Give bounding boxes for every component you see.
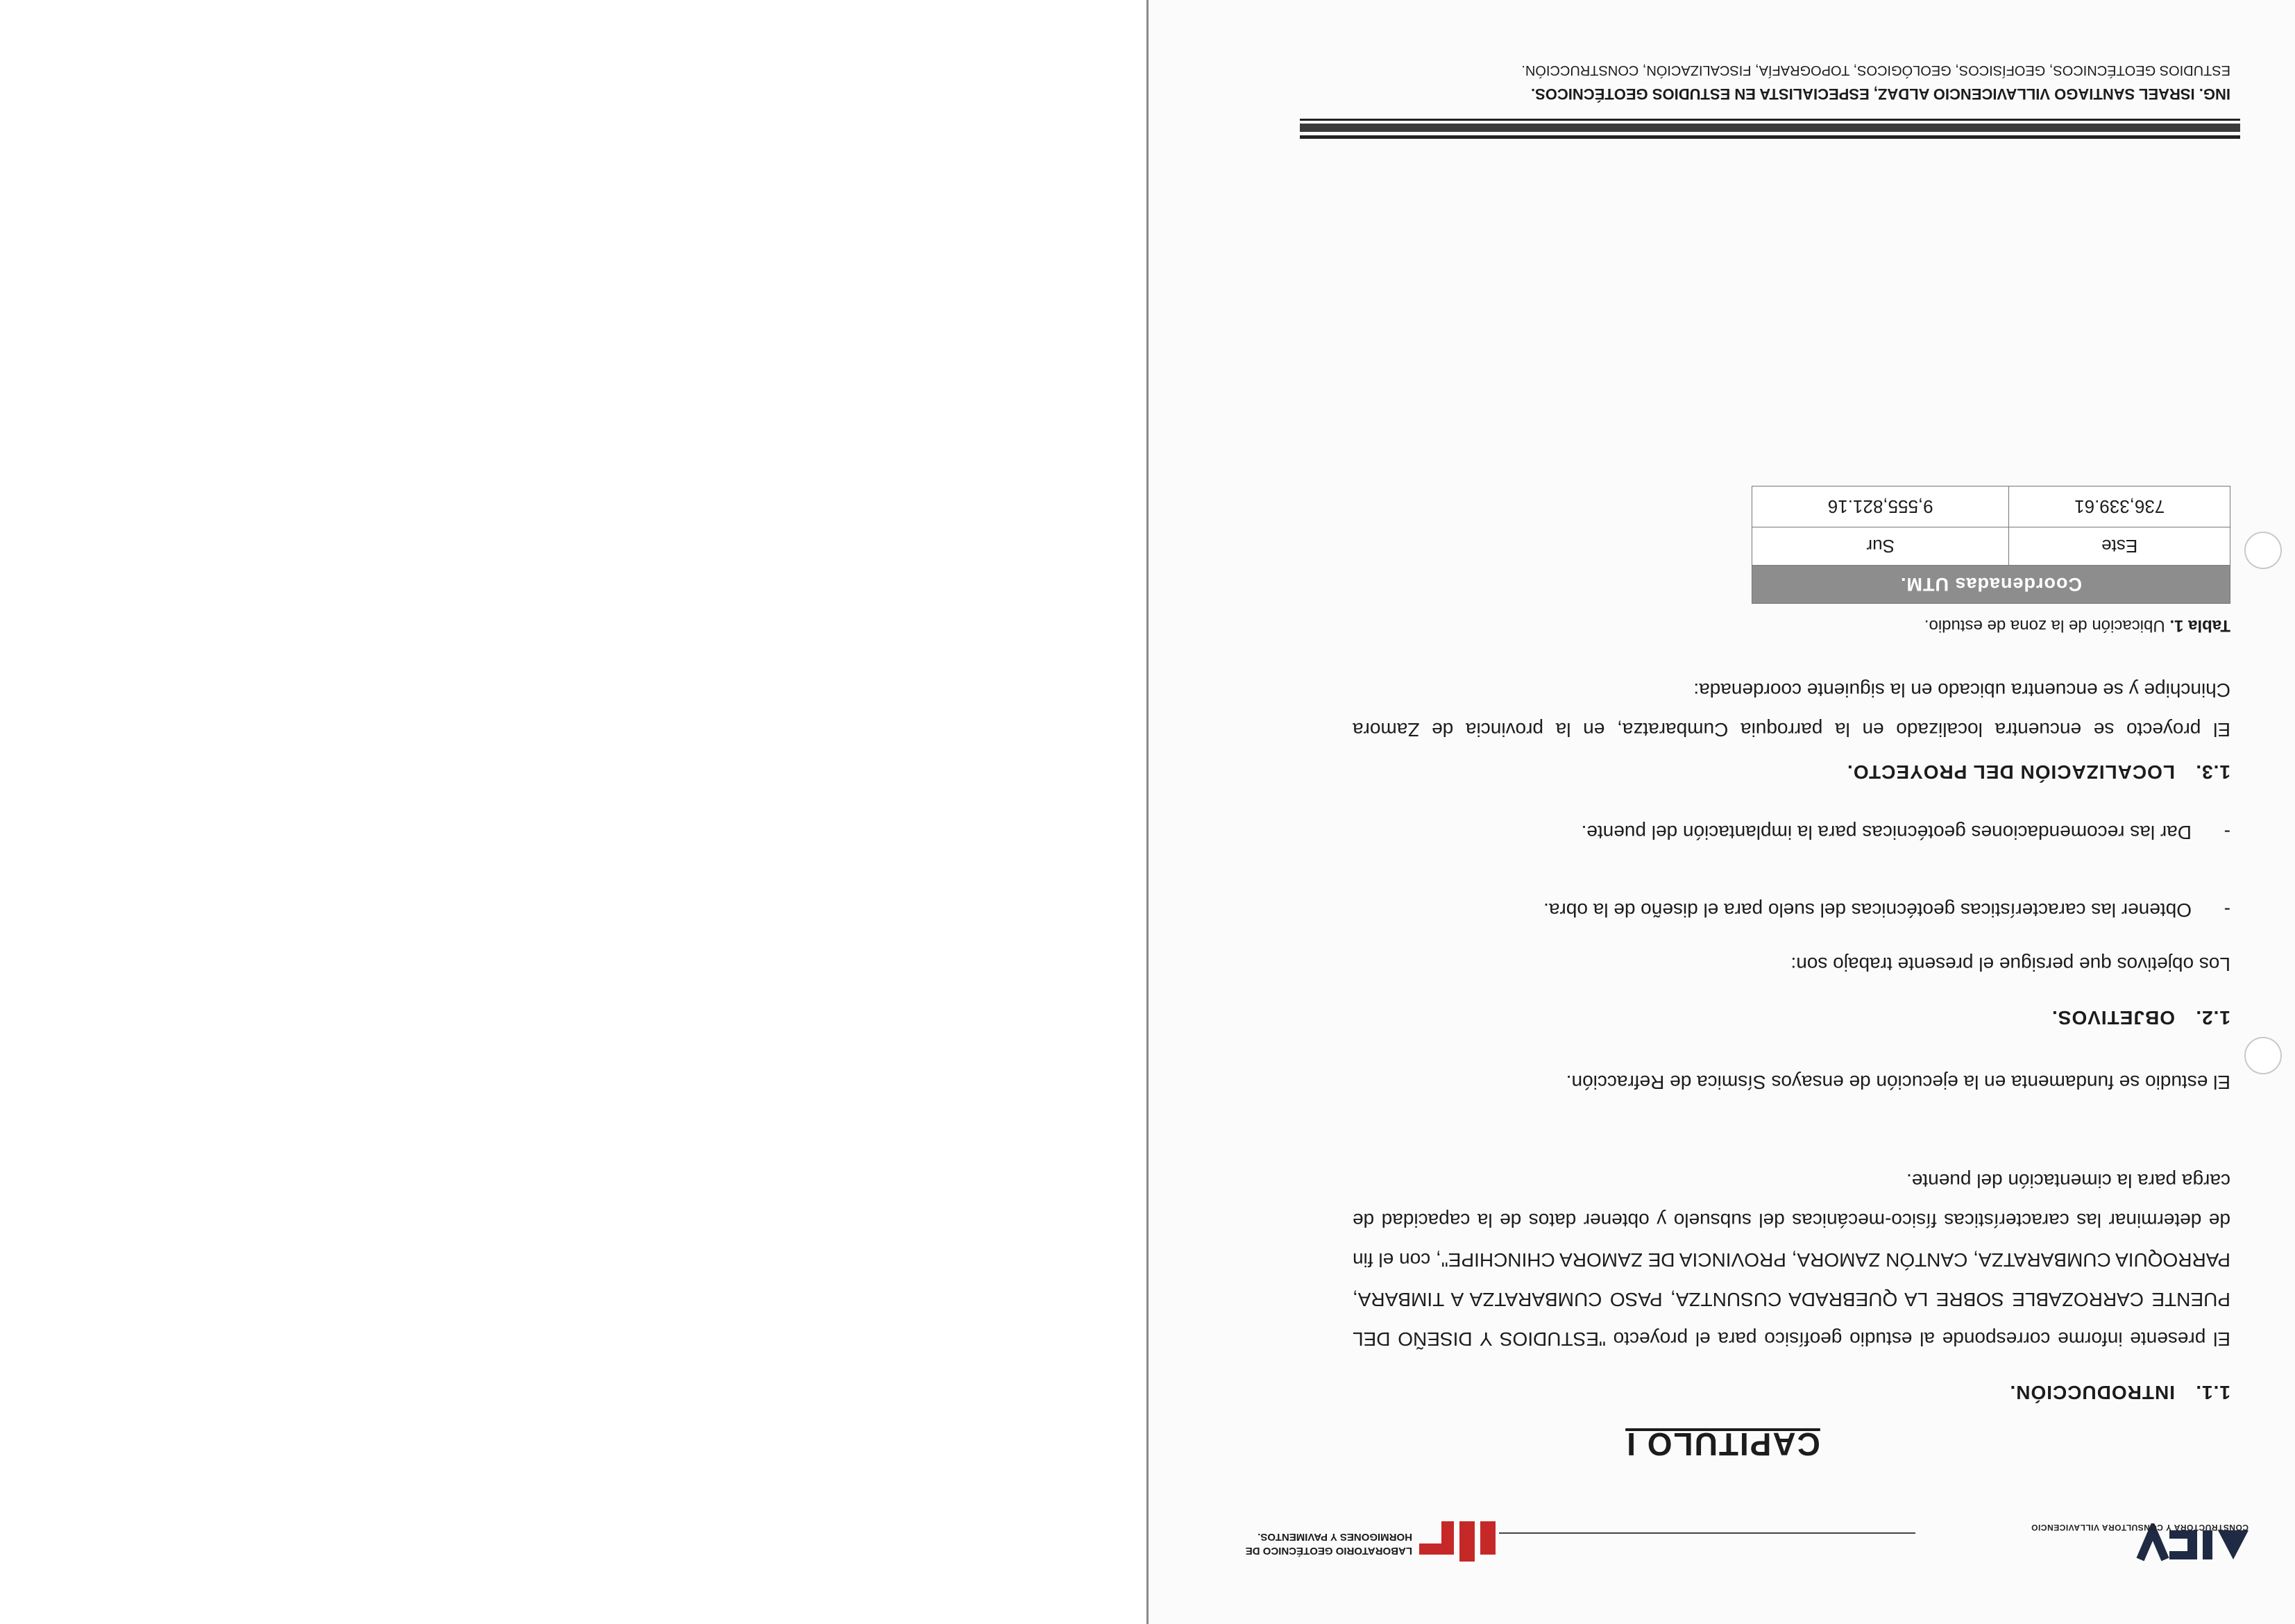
lab-text-line-2: HORMIGONES Y PAVIMENTOS.	[1257, 1531, 1412, 1543]
section-number: 1.1.	[2195, 1382, 2230, 1403]
objective-bullet-1	[1353, 890, 2230, 930]
blank-left-area	[0, 0, 1146, 1624]
table-caption-text: Ubicación de la zona de estudio.	[1924, 616, 2170, 635]
section-title: LOCALIZACIÓN DEL PROYECTO.	[1847, 761, 2175, 783]
section-heading-location	[1847, 761, 2230, 783]
table-caption	[1924, 616, 2230, 635]
bullet-dash: -	[2224, 822, 2230, 843]
punch-hole	[2244, 532, 2282, 569]
table-cell-sur: 9,555,821.16	[1752, 487, 2009, 527]
footer-rule	[1300, 124, 2240, 132]
header-rule	[1499, 1532, 1915, 1534]
table-col-header-este: Este	[2009, 527, 2230, 566]
introduction-paragraph: El presente informe corresponde al estudio geofísico para el proyecto "ESTUDIOS Y DISEÑO DEL PUENTE CARROZABLE SOBRE LA QUEBRADA CUSUNTZA, PASO CUMBARATZA A TIMBARA, PARROQUIA CUMBARATZA, CANTÓN ZAMORA, PROVINCIA DE ZAMORA CHINCHIPE", con el fin de determinar las características físico-mecánicas del subsuelo y obtener datos de la capacidad de carga para la cimentación del puente.	[1353, 1170, 2230, 1350]
table-caption-label: Tabla 1.	[2169, 616, 2230, 635]
bullet-dash: -	[2224, 899, 2230, 921]
utm-coordinates-table	[1752, 486, 2230, 604]
footer-rule	[1300, 135, 2240, 139]
section-title: OBJETIVOS.	[2051, 1007, 2175, 1029]
bullet-text: Obtener las características geotécnicas del suelo para el diseño de la obra.	[1543, 899, 2192, 921]
footer-author: ING. ISRAEL SANTIAGO VILLAVICENCIO ALDAZ, ESPECIALISTA EN ESTUDIOS GEOTÉCNICOS.	[1530, 85, 2230, 103]
lab-text-line-1: LABORATORIO GEOTÉCNICO DE	[1245, 1545, 1412, 1557]
punch-hole	[2244, 1037, 2282, 1074]
page-content-rotated	[1149, 0, 2295, 1624]
bullet-text: Dar las recomendaciones geotécnicas para la implantación del puente.	[1581, 822, 2192, 843]
chapter-title: CAPITULO I	[1625, 1426, 1820, 1462]
objective-bullet-2	[1353, 813, 2230, 852]
objectives-intro: Los objetivos que persigue el presente trabajo son:	[1790, 954, 2230, 975]
section-number: 1.3.	[2195, 761, 2230, 783]
section-number: 1.2.	[2195, 1007, 2230, 1029]
footer-rule	[1300, 119, 2240, 121]
section-heading-objectives	[2051, 1006, 2230, 1029]
table-col-header-sur: Sur	[1752, 527, 2009, 566]
laboratory-name	[1246, 1530, 1412, 1557]
location-paragraph: El proyecto se encuentra localizado en la parroquia Cumbaratza, en la provincia de Zamora Chinchipe y se encuentra ubicado en la siguiente coordenada:	[1353, 679, 2230, 741]
laboratory-logo-icon	[1419, 1521, 1496, 1562]
introduction-paragraph-2: El estudio se fundamenta en la ejecución de ensayos Sísmica de Refracción.	[1566, 1072, 2230, 1093]
section-heading-introduction	[2009, 1381, 2230, 1403]
company-tagline: CONSTRUCTORA Y CONSULTORA VILLAVICENCIO	[2031, 1523, 2249, 1532]
scanned-page	[1146, 0, 2295, 1624]
footer-services: ESTUDIOS GEOTÉCNICOS, GEOFÍSICOS, GEOLÓGICOS, TOPOGRAFÍA, FISCALIZACIÓN, CONSTRUCCIÓN.	[1521, 62, 2230, 78]
page-header	[1194, 1513, 2249, 1575]
table-header: Coordenadas UTM.	[1752, 566, 2230, 604]
section-title: INTRODUCCIÓN.	[2009, 1382, 2175, 1403]
table-cell-este: 736,339.61	[2009, 487, 2230, 527]
